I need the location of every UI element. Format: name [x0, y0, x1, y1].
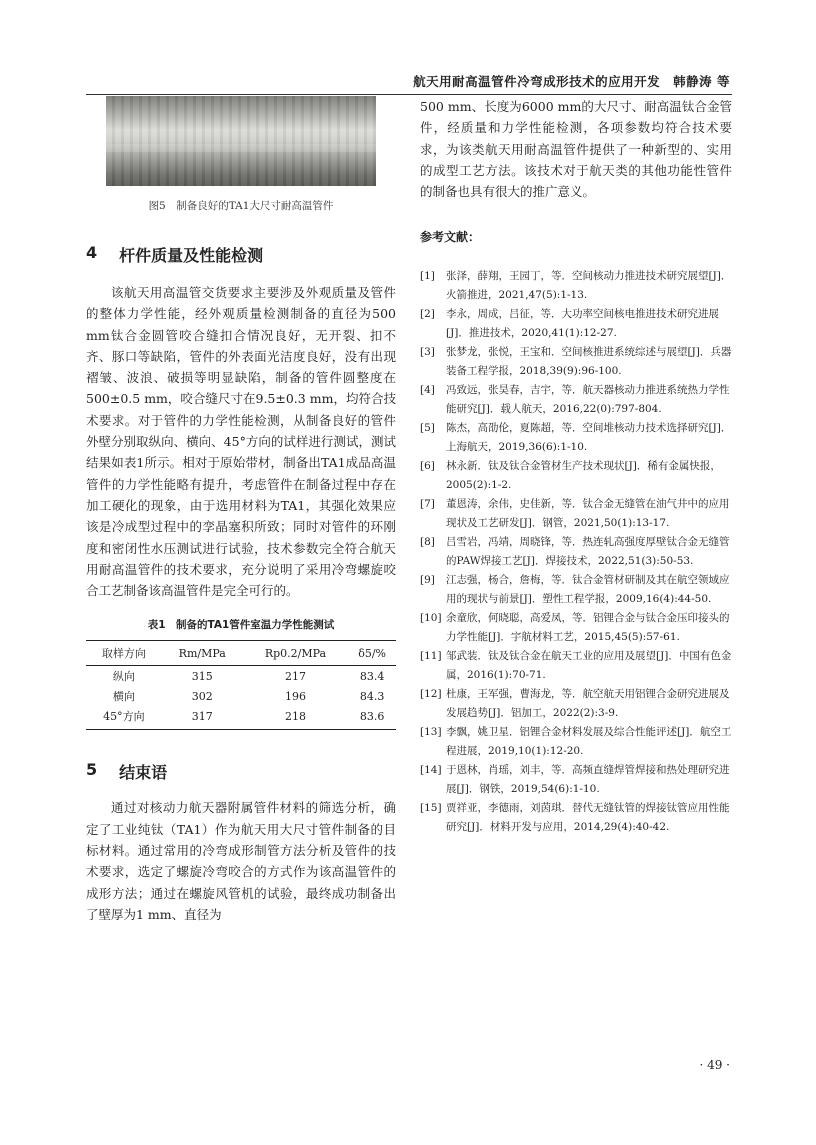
- reference-item: [420, 799, 732, 835]
- reference-number: [11]: [420, 650, 442, 663]
- table-row: [86, 706, 396, 730]
- reference-item: [420, 267, 732, 303]
- table-header-row: [86, 641, 396, 666]
- table-cell: 83.6: [348, 706, 396, 730]
- reference-list: [420, 267, 732, 835]
- section-4-title: 杆件质量及性能检测: [119, 246, 264, 265]
- reference-item: [420, 343, 732, 379]
- table-1-caption: 表1 制备的TA1管件室温力学性能测试: [147, 619, 335, 632]
- reference-item: [420, 571, 732, 607]
- table-cell: 纵向: [112, 670, 135, 684]
- header-rule: [86, 94, 732, 95]
- reference-item: [420, 609, 732, 645]
- reference-number: [10]: [420, 612, 442, 625]
- reference-text: 邹武装．钛及钛合金在航天工业的应用及展望[J]．中国有色金属，2016(1):70-71.: [446, 650, 732, 681]
- table-cell: 217: [284, 669, 306, 683]
- reference-item: [420, 723, 732, 759]
- table-cell: 302: [191, 689, 213, 703]
- reference-item: [420, 419, 732, 455]
- col-header-direction: 取样方向: [86, 641, 162, 666]
- section-4-number: 4: [86, 243, 98, 262]
- table-row: [86, 666, 396, 687]
- reference-number: [6]: [420, 460, 435, 473]
- reference-text: 余童欣，何晓聪，高爱凤，等．铝锂合金与钛合金压印接头的力学性能[J]．宇航材料工艺，2015,45(5):57-61.: [446, 612, 730, 643]
- reference-text: 林永新．钛及钛合金管材生产技术现状[J]．稀有金属快报，2005(2):1-2.: [446, 460, 721, 491]
- reference-text: 李飘，姚卫星．铝锂合金材料发展及综合性能评述[J]．航空工程进展，2019,10(1):12-20.: [446, 726, 732, 757]
- reference-number: [7]: [420, 498, 435, 511]
- table-cell: 横向: [112, 690, 135, 704]
- section-4-paragraph: 该航天用高温管交货要求主要涉及外观质量及管件的整体力学性能，经外观质量检测制备的直径为500 mm钛合金圆管咬合缝扣合情况良好，无开裂、扣不齐、豚口等缺陷，管件的外表面光洁度良好，没有出现褶皱、波浪、破损等明显缺陷，制备的管件圆整度在500±0.5 mm，咬合缝尺寸在9.5±0.3 mm，均符合技术要求。对于管件的力学性能检测，从制备良好的管件外壁分别取纵向、横向、45°方向的试样进行测试，测试结果如表1所示。相对于原始带材，制备出TA1成品高温管件的力学性能略有提升，考虑管件在制备过程中存在加工硬化的现象，由于选用材料为TA1，其强化效果应该是冷成型过程中的孪晶塞积所致；同时对管件的环刚度和密闭性水压测试进行试验，技术参数完全符合航天用耐高温管件的技术要求，充分说明了采用冷弯螺旋咬合工艺制备该高温管件是完全可行的。: [86, 285, 396, 599]
- reference-text: 吕雪岩，冯靖，周晓锋，等．热连轧高强度厚壁钛合金无缝管的PAW焊接工艺[J]．焊接技术，2022,51(3):50-53.: [446, 536, 730, 567]
- table-cell: 315: [191, 669, 213, 683]
- figure-5-photo: [106, 96, 376, 186]
- reference-text: 江志强，杨合，詹梅，等．钛合金管材研制及其在航空领域应用的现状与前景[J]．塑性工程学报，2009,16(4):44-50.: [446, 574, 730, 605]
- reference-number: [2]: [420, 308, 435, 321]
- col-header-rp02: Rp0.2/MPa: [243, 641, 348, 666]
- section-5-paragraph-right: 500 mm、长度为6000 mm的大尺寸、耐高温钛合金管件，经质量和力学性能检测，各项参数均符合技术要求，为该类航天用耐高温管件提供了一种新型的、实用的成型工艺方法。该技术对于航天类的其他功能性管件的制备也具有很大的推广意义。: [420, 99, 732, 200]
- section-4-heading: [86, 243, 396, 266]
- section-5-heading: [86, 760, 396, 783]
- reference-text: 杜康，王军强，曹海龙，等．航空航天用铝锂合金研究进展及发展趋势[J]．铝加工，2022(2):3-9.: [446, 688, 730, 719]
- table-1: [86, 640, 396, 730]
- reference-item: [420, 685, 732, 721]
- reference-text: 冯致远，张昊春，吉宇，等．航天器核动力推进系统热力学性能研究[J]．载人航天，2016,22(0):797-804.: [446, 384, 730, 415]
- col-header-rm: Rm/MPa: [162, 641, 243, 666]
- reference-number: [12]: [420, 688, 442, 701]
- reference-text: 陈杰，高劭伦，夏陈超，等．空间堆核动力技术选择研究[J]．上海航天，2019,36(6):1-10.: [446, 422, 732, 453]
- reference-text: 张梦龙，张悦，王宝和．空间核推进系统综述与展望[J]．兵器装备工程学报，2018,39(9):96-100.: [446, 346, 732, 377]
- col-header-delta5: δ5/%: [348, 641, 396, 666]
- reference-number: [8]: [420, 536, 435, 549]
- table-cell: 196: [284, 689, 306, 703]
- reference-item: [420, 647, 732, 683]
- figure-5-caption: 图5 制备良好的TA1大尺寸耐高温管件: [148, 200, 334, 212]
- section-5-number: 5: [86, 760, 98, 780]
- reference-text: 贾祥亚，李德雨，刘茵琪．替代无缝钛管的焊接钛管应用性能研究[J]．材料开发与应用，2014,29(4):40-42.: [446, 802, 730, 833]
- reference-text: 董恩涛，余伟，史佳新，等．钛合金无缝管在油气井中的应用现状及工艺研发[J]．钢管，2021,50(1):13-17.: [446, 498, 730, 529]
- right-column: [420, 96, 732, 837]
- reference-number: [13]: [420, 726, 442, 739]
- reference-number: [4]: [420, 384, 435, 397]
- section-5-paragraph-left: 通过对核动力航天器附属管件材料的筛选分析，确定了工业纯钛（TA1）作为航天用大尺寸管件制备的目标材料。通过常用的冷弯成形制管方法分析及管件的技术要求，选定了螺旋冷弯咬合的方式作为该高温管件的成形方法；通过在螺旋风管机的试验，最终成功制备出了壁厚为1 mm、直径为: [86, 800, 396, 922]
- reference-number: [3]: [420, 346, 435, 359]
- table-cell: 83.4: [359, 669, 385, 683]
- table-cell: 317: [162, 706, 243, 730]
- table-cell: 218: [243, 706, 348, 730]
- running-header: 航天用耐高温管件冷弯成形技术的应用开发 韩静涛 等: [413, 74, 730, 89]
- table-cell: 45°方向: [86, 706, 162, 730]
- reference-item: [420, 305, 732, 341]
- page-number: · 49 ·: [699, 1058, 730, 1072]
- reference-item: [420, 381, 732, 417]
- reference-item: [420, 761, 732, 797]
- reference-text: 于恩林，肖瑶，刘丰，等．高频直缝焊管焊接和热处理研究进展[J]．钢铁，2019,54(6):1-10.: [446, 764, 730, 795]
- reference-number: [1]: [420, 270, 435, 283]
- left-column: [86, 96, 396, 925]
- reference-number: [5]: [420, 422, 435, 435]
- reference-item: [420, 457, 732, 493]
- reference-text: 张泽，薛翔，王园丁，等．空间核动力推进技术研究展望[J]．火箭推进，2021,47(5):1-13.: [446, 270, 732, 301]
- reference-text: 李永，周成，吕征，等．大功率空间核电推进技术研究进展[J]．推进技术，2020,41(1):12-27.: [446, 308, 719, 339]
- reference-item: [420, 495, 732, 531]
- reference-item: [420, 533, 732, 569]
- reference-number: [14]: [420, 764, 442, 777]
- table-row: [86, 686, 396, 706]
- reference-number: [15]: [420, 802, 442, 815]
- section-5-title: 结束语: [119, 763, 168, 783]
- reference-number: [9]: [420, 574, 435, 587]
- references-heading: 参考文献：: [420, 230, 481, 245]
- table-cell: 84.3: [359, 689, 385, 703]
